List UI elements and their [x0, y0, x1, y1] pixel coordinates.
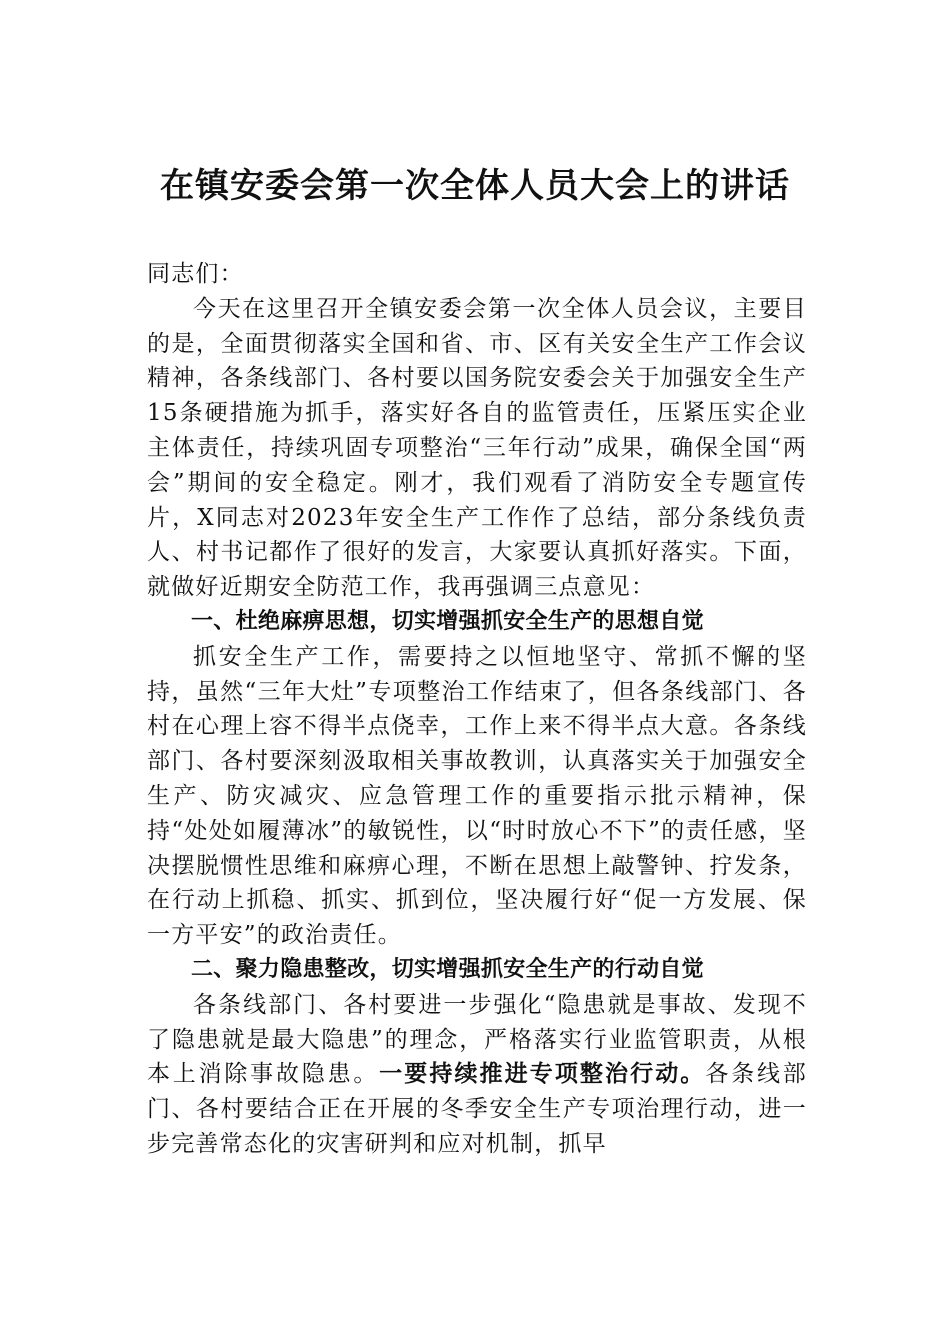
- section-1-paragraph: 抓安全生产工作，需要持之以恒地坚守、常抓不懈的坚持，虽然“三年大灶”专项整治工作结束了，但各条线部门、各村在心理上容不得半点侥幸，工作上来不得半点大意。各条线部门、各村要深刻汲取相关事故教训，认真落实关于加强安全生产、防灾减灾、应急管理工作的重要指示批示精神，保持“处处如履薄冰”的敏锐性，以“时时放心不下”的责任感，坚决摆脱惯性思维和麻痹心理，不断在思想上敲警钟、拧发条，在行动上抓稳、抓实、抓到位，坚决履行好“促一方发展、保一方平安”的政治责任。: [147, 643, 807, 949]
- document-body: [147, 257, 807, 1162]
- section-2-heading: 二、聚力隐患整改，切实增强抓安全生产的行动自觉: [191, 956, 704, 982]
- section-2-paragraph: [147, 988, 807, 1162]
- document-title: 在镇安委会第一次全体人员大会上的讲话: [160, 166, 790, 206]
- section-2-emphasis: 一要持续推进专项整治行动。: [379, 1061, 706, 1088]
- section-2-text-start: 各条线部门、各村要进一步强化“隐患就是事故、发现不了隐患就是最大隐患”的理念，严格落实行业监管职责，从根本上消除事故隐患。: [147, 991, 807, 1088]
- section-1-heading: 一、杜绝麻痹思想，切实增强抓安全生产的思想自觉: [191, 608, 704, 634]
- salutation: 同志们：: [147, 261, 244, 287]
- section-2-text-end: 各条线部门、各村要结合正在开展的冬季安全生产专项治理行动，进一步完善常态化的灾害研判和应对机制，抓早: [147, 1061, 807, 1157]
- intro-paragraph: 今天在这里召开全镇安委会第一次全体人员会议，主要目的是，全面贯彻落实全国和省、市、区有关安全生产工作会议精神，各条线部门、各村要以国务院安委会关于加强安全生产15条硬措施为抓手，落实好各自的监管责任，压紧压实企业主体责任，持续巩固专项整治“三年行动”成果，确保全国“两会”期间的安全稳定。刚才，我们观看了消防安全专题宣传片，X同志对2023年安全生产工作作了总结，部分条线负责人、村书记都作了很好的发言，大家要认真抓好落实。下面，就做好近期安全防范工作，我再强调三点意见：: [147, 295, 807, 601]
